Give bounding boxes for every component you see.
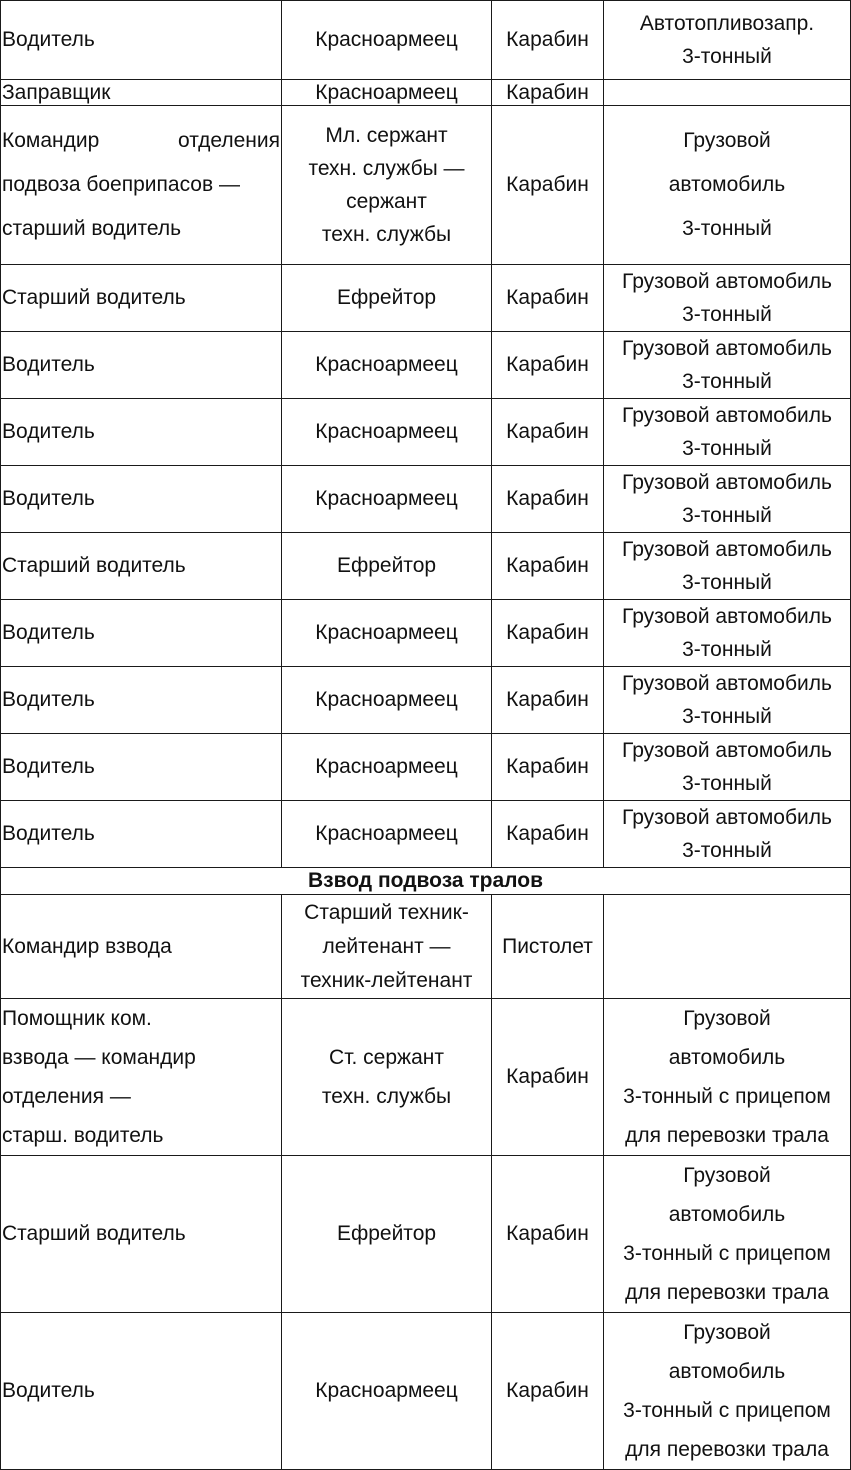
role-cell-line: Водитель [2,487,95,510]
weapon-cell: Карабин [492,801,604,868]
vehicle-cell-line: 3-тонный [682,571,772,594]
table-row [1,332,851,399]
rank-cell-lines [283,82,490,104]
weapon-cell: Карабин [492,399,604,466]
vehicle-cell-line: автомобиль [668,173,786,196]
vehicle-cell-line: для перевозки трала [625,1281,829,1304]
vehicle-cell-line: Грузовой автомобиль [622,337,832,360]
role-cell-line: Старший водитель [2,1222,186,1245]
weapon-cell: Карабин [492,999,604,1156]
role-cell [1,1,282,80]
role-cell [1,399,282,466]
vehicle-cell-line: 3-тонный [682,638,772,661]
rank-cell [282,1156,492,1313]
vehicle-cell [604,801,851,868]
rank-cell [282,106,492,265]
vehicle-cell [604,265,851,332]
rank-cell-line: Красноармеец [315,80,458,104]
table-row [1,999,851,1156]
rank-cell-line: Красноармеец [315,822,458,845]
rank-cell-line: сержант [346,190,427,213]
rank-cell-line: Красноармеец [315,688,458,711]
vehicle-cell-line: Грузовой автомобиль [622,739,832,762]
vehicle-cell-line: 3-тонный [682,839,772,862]
vehicle-cell-line: Грузовой автомобиль [622,471,832,494]
weapon-cell: Карабин [492,1156,604,1313]
role-cell-lines [2,999,280,1155]
rank-cell-lines [283,1223,490,1245]
role-cell [1,1313,282,1470]
vehicle-cell-line: 3-тонный [682,217,772,240]
role-cell [1,667,282,734]
vehicle-cell-lines [605,1313,849,1469]
role-cell-lines [2,1223,280,1245]
rank-cell-lines [283,823,490,845]
rank-cell-line: техн. службы [321,1085,452,1108]
table-row [1,1156,851,1313]
vehicle-cell-lines [605,600,849,666]
rank-cell [282,999,492,1156]
rank-cell-lines [283,119,490,251]
vehicle-cell-lines [605,1156,849,1312]
rank-cell-lines [283,29,490,51]
rank-cell [282,265,492,332]
table-row [1,1,851,80]
role-cell-line: Водитель [2,353,95,376]
rank-cell [282,801,492,868]
rank-cell-lines [283,287,490,309]
rank-cell [282,1,492,80]
vehicle-cell-line: автомобиль [668,1203,786,1226]
role-cell-lines [2,555,280,577]
role-cell-lines [2,936,280,958]
vehicle-cell-line: Грузовой автомобиль [622,538,832,561]
role-cell [1,466,282,533]
role-cell [1,1156,282,1313]
rank-cell-line: Старший техник- [304,900,469,924]
role-cell [1,600,282,667]
staff-table-body [1,1,851,1470]
vehicle-cell-lines [605,265,849,331]
weapon-cell: Карабин [492,80,604,106]
weapon-cell: Карабин [492,667,604,734]
rank-cell-line: Мл. сержант [325,124,448,147]
vehicle-cell-lines [605,119,849,251]
vehicle-cell-lines [605,332,849,398]
role-cell-lines [2,82,280,104]
vehicle-cell-line: 3-тонный [682,772,772,795]
rank-cell [282,533,492,600]
vehicle-cell-lines [605,399,849,465]
table-row [1,265,851,332]
role-cell-lines [2,354,280,376]
rank-cell-line: Красноармеец [315,621,458,644]
role-cell-lines [2,622,280,644]
vehicle-cell-line: Грузовой [683,1007,771,1030]
role-cell-line: Водитель [2,822,95,845]
vehicle-cell-line: Грузовой [683,1321,771,1344]
rank-cell-line: Ефрейтор [336,1222,437,1245]
role-cell [1,106,282,265]
rank-cell [282,80,492,106]
rank-cell-line: техн. службы — [308,157,465,180]
weapon-cell: Карабин [492,466,604,533]
table-row [1,106,851,265]
role-cell [1,533,282,600]
weapon-cell: Карабин [492,1,604,80]
vehicle-cell-line: Грузовой автомобиль [622,270,832,293]
vehicle-cell-line: для перевозки трала [625,1438,829,1461]
vehicle-cell-lines [605,667,849,733]
rank-cell-line: Красноармеец [315,755,458,778]
vehicle-cell-line: автомобиль [668,1046,786,1069]
vehicle-cell-line: 3-тонный [682,504,772,527]
role-cell-line: Старший водитель [2,286,186,309]
weapon-cell: Пистолет [492,895,604,999]
vehicle-cell-lines [605,466,849,532]
rank-cell-line: Ст. сержант [329,1046,444,1069]
role-cell-lines [2,287,280,309]
role-cell-line: подвоза боеприпасов — [2,173,240,196]
rank-cell-line: Красноармеец [315,420,458,443]
rank-cell-line: Ефрейтор [336,286,437,309]
vehicle-cell [604,1156,851,1313]
rank-cell-line: лейтенант — [322,934,451,958]
vehicle-cell-lines [605,801,849,867]
vehicle-cell-line: 3-тонный [682,303,772,326]
role-cell-lines [2,488,280,510]
vehicle-cell [604,332,851,399]
vehicle-cell [604,734,851,801]
role-cell [1,734,282,801]
rank-cell [282,399,492,466]
role-cell-line: Водитель [2,755,95,778]
vehicle-cell [604,600,851,667]
role-cell-line: Водитель [2,688,95,711]
role-cell-line: Помощник ком. [2,1007,152,1030]
vehicle-cell-line: 3-тонный с прицепом [623,1242,831,1265]
role-cell-lines [2,689,280,711]
rank-cell [282,466,492,533]
vehicle-cell-line: Автотопливозапр. [639,12,815,35]
table-row [1,895,851,999]
vehicle-cell-line: 3-тонный [682,705,772,728]
weapon-cell: Карабин [492,1313,604,1470]
rank-cell-lines [283,689,490,711]
vehicle-cell-line: Грузовой [683,1164,771,1187]
vehicle-cell [604,106,851,265]
vehicle-cell [604,1,851,80]
rank-cell [282,895,492,999]
vehicle-cell [604,399,851,466]
table-row [1,1313,851,1470]
role-cell-lines [2,1380,280,1402]
weapon-cell: Карабин [492,600,604,667]
weapon-cell: Карабин [492,533,604,600]
table-row [1,399,851,466]
rank-cell-lines [283,488,490,510]
vehicle-cell-lines [605,734,849,800]
role-cell-lines [2,823,280,845]
role-cell [1,80,282,106]
role-cell-lines [2,421,280,443]
table-row [1,600,851,667]
rank-cell-line: Красноармеец [315,1379,458,1402]
rank-cell [282,1313,492,1470]
vehicle-cell-line: Грузовой [683,129,771,152]
role-cell-lines [2,29,280,51]
rank-cell-line: техник-лейтенант [300,968,473,992]
vehicle-cell [604,667,851,734]
vehicle-cell-line: 3-тонный [682,370,772,393]
vehicle-cell-line: 3-тонный с прицепом [623,1085,831,1108]
vehicle-cell-line: для перевозки трала [625,1124,829,1147]
vehicle-cell [604,466,851,533]
vehicle-cell-line: Грузовой автомобиль [622,404,832,427]
table-row [1,466,851,533]
role-cell [1,999,282,1156]
role-cell-line: Водитель [2,621,95,644]
role-cell-lines [2,119,280,251]
rank-cell-lines [283,896,490,998]
vehicle-cell-line: 3-тонный [682,437,772,460]
vehicle-cell-line: Грузовой автомобиль [622,672,832,695]
rank-cell [282,600,492,667]
role-cell-line: старший водитель [2,217,182,240]
rank-cell-line: техн. службы [321,223,452,246]
table-row [1,801,851,868]
weapon-cell: Карабин [492,734,604,801]
role-cell-line: взвода — командир [2,1046,196,1069]
rank-cell-lines [283,1380,490,1402]
rank-cell-lines [283,555,490,577]
rank-cell-lines [283,622,490,644]
vehicle-cell-lines [605,7,849,73]
vehicle-cell [604,999,851,1156]
role-cell-line: Старший водитель [2,554,186,577]
vehicle-cell-line: автомобиль [668,1360,786,1383]
role-cell-line: старш. водитель [2,1124,164,1147]
rank-cell-lines [283,421,490,443]
role-cell-line: Водитель [2,1379,95,1402]
vehicle-cell [604,80,851,106]
vehicle-cell-line: 3-тонный с прицепом [623,1399,831,1422]
role-cell [1,895,282,999]
table-row [1,533,851,600]
role-cell-line: отделения — [2,1085,131,1108]
vehicle-cell-line: Грузовой автомобиль [622,605,832,628]
weapon-cell: Карабин [492,332,604,399]
rank-cell-line: Ефрейтор [336,554,437,577]
role-cell [1,332,282,399]
section-row [1,868,851,895]
role-cell [1,801,282,868]
rank-cell-lines [283,354,490,376]
vehicle-cell [604,533,851,600]
vehicle-cell-line: 3-тонный [682,45,772,68]
role-cell-lines [2,756,280,778]
weapon-cell: Карабин [492,106,604,265]
rank-cell-line: Красноармеец [315,28,458,51]
vehicle-cell [604,895,851,999]
table-row [1,734,851,801]
rank-cell-line: Красноармеец [315,487,458,510]
role-cell [1,265,282,332]
section-title: Взвод подвоза тралов [1,868,851,895]
rank-cell [282,667,492,734]
table-row [1,667,851,734]
rank-cell-line: Красноармеец [315,353,458,376]
rank-cell-lines [283,1038,490,1116]
weapon-cell: Карабин [492,265,604,332]
rank-cell-lines [283,756,490,778]
role-cell-line: Командир отделения [2,129,280,152]
rank-cell [282,734,492,801]
role-cell-line: Командир взвода [2,934,172,958]
role-cell-line: Заправщик [2,80,111,104]
vehicle-cell-line: Грузовой автомобиль [622,806,832,829]
role-cell-line: Водитель [2,420,95,443]
rank-cell [282,332,492,399]
table-row [1,80,851,106]
vehicle-cell [604,1313,851,1470]
vehicle-cell-lines [605,999,849,1155]
role-cell-line: Водитель [2,28,95,51]
vehicle-cell-lines [605,533,849,599]
